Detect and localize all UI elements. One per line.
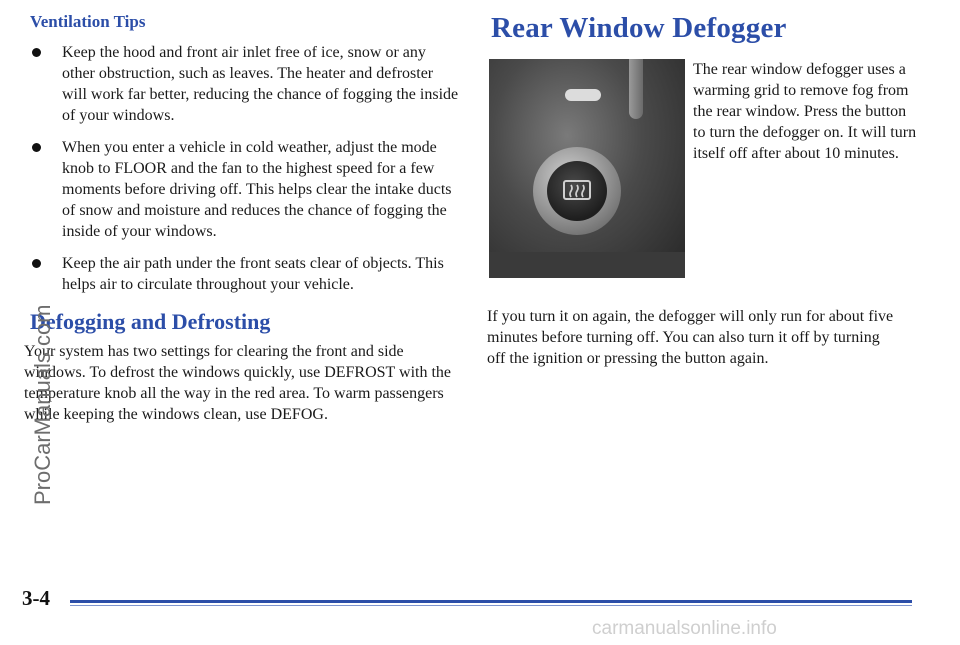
ventilation-tips-list: [22, 42, 460, 295]
defogger-after-text: If you turn it on again, the defogger will only run for about five minutes before turning off. You can also turn it off by turning off the ignition or pressing the button again.: [487, 308, 894, 367]
left-column: [22, 12, 460, 425]
page-number: 3-4: [22, 586, 50, 610]
footer-rule-thin: [70, 605, 912, 606]
defogging-section-title: Defogging and Defrosting: [30, 309, 271, 334]
rear-defogger-title: Rear Window Defogger: [491, 12, 787, 44]
defogger-button: [547, 161, 607, 221]
list-item: Keep the air path under the front seats clear of objects. This helps air to circulate throughout your vehicle.: [22, 253, 460, 295]
defogger-button-photo: [489, 59, 685, 278]
defogging-body-text: Your system has two settings for clearing the front and side windows. To defrost the windows quickly, use DEFROST with the temperature knob all the way in the red area. To warm passengers while keeping the windows clean, use DEFOG.: [24, 343, 452, 423]
indicator-light: [565, 89, 601, 101]
list-item: When you enter a vehicle in cold weather, adjust the mode knob to FLOOR and the fan to the highest speed for a few moments before driving off. This helps clear the intake ducts of snow and moisture and reduces the chance of fogging the inside of your windows.: [22, 137, 460, 242]
bullet-icon: [32, 48, 41, 57]
bullet-icon: [32, 259, 41, 268]
list-item: Keep the hood and front air inlet free of ice, snow or any other obstruction, such as leaves. The heater and defroster will work far better, reducing the chance of fogging the inside of your windows.: [22, 42, 460, 126]
photo-bottom-band: [489, 252, 685, 278]
ventilation-tips-heading: Ventilation Tips: [30, 12, 146, 31]
photo-arm: [629, 59, 643, 119]
watermark-left: ProCarManuals.com: [30, 304, 55, 505]
bullet-icon: [32, 143, 41, 152]
right-column: [487, 12, 927, 369]
watermark-bottom: carmanualsonline.info: [592, 618, 777, 639]
footer-rule: [70, 600, 912, 603]
defogger-side-text: The rear window defogger uses a warming grid to remove fog from the rear window. Press the button to turn the defogger on. It will turn itself off after about 10 minutes.: [693, 61, 917, 162]
rear-defrost-icon: [562, 179, 592, 203]
defogger-figure-row: [487, 59, 927, 278]
